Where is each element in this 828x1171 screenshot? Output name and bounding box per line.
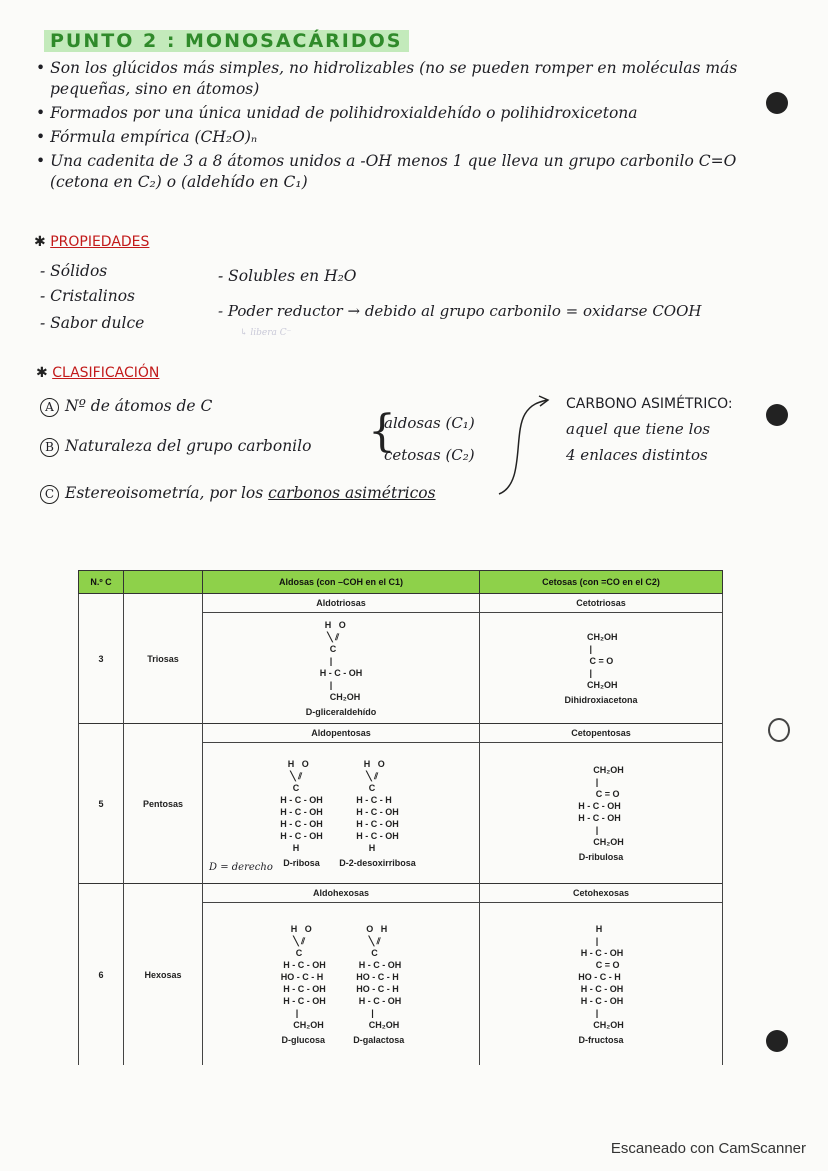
class-b-text: Naturaleza del grupo carbonilo: [65, 437, 312, 455]
col-header-cetosas: Cetosas (con =CO en el C2): [480, 571, 723, 594]
cell-class-name: Triosas: [124, 594, 203, 724]
bullet-formula: • Fórmula empírica (CH₂O)ₙ: [36, 128, 258, 146]
molecule-structure: H O ╲ ⫽ C H - C - OH H - C - OH H - C - OH H - C - OH H: [280, 759, 323, 853]
cell-keto-sub: Cetohexosas: [480, 884, 723, 903]
brace-aldosas: aldosas (C₁): [384, 414, 475, 432]
bullet-chain: • Una cadenita de 3 a 8 átomos unidos a -OH menos 1 que lleva un grupo carbonilo C=O (cetona en C₂) o (aldehído en C₁): [36, 152, 737, 191]
prop-reducer: - Poder reductor → debido al grupo carbonilo = oxidarse COOH: [218, 302, 702, 320]
class-a: [40, 397, 212, 417]
prop-solid: - Sólidos: [40, 262, 108, 280]
table-row: [79, 724, 723, 743]
molecule: [339, 758, 416, 868]
class-b: [40, 437, 311, 457]
class-c: [40, 484, 436, 504]
cell-keto-sub: Cetotriosas: [480, 594, 723, 613]
molecule-structure: H O ╲ ⫽ C H - C - OH HO - C - H H - C - OH H - C - OH | CH₂OH: [280, 924, 326, 1030]
brace-cetosas: cetosas (C₂): [384, 446, 475, 464]
intro-bullets: [36, 58, 796, 196]
table-header-row: [79, 571, 723, 594]
label-b-icon: B: [40, 438, 59, 457]
molecule-name: D-glucosa: [281, 1035, 325, 1045]
col-header-carbons: N.º C: [79, 571, 124, 594]
cell-keto-sub: Cetopentosas: [480, 724, 723, 743]
cell-aldo-sub: Aldotriosas: [203, 594, 480, 613]
molecule-name: Dihidroxiacetona: [564, 695, 638, 705]
class-a-text: Nº de átomos de C: [65, 397, 213, 415]
cell-aldo-sub: Aldohexosas: [203, 884, 480, 903]
molecule-structure: H | H - C - OH C = O HO - C - H H - C - OH H - C - OH | CH₂OH: [578, 924, 624, 1030]
cell-class-name: Pentosas: [124, 724, 203, 884]
handwritten-annotation: D = derecho: [209, 862, 273, 873]
brace-icon: {: [368, 406, 396, 457]
binder-hole-icon: [766, 404, 788, 426]
col-header-name: [124, 571, 203, 594]
bullet-definition: • Son los glúcidos más simples, no hidrolizables (no se pueden romper en moléculas más pequeñas, sino en átomos): [36, 59, 738, 98]
cell-carbons: 3: [79, 594, 124, 724]
molecule-structure: O H ╲ ⫽ C H - C - OH HO - C - H HO - C - H H - C - OH | CH₂OH: [356, 924, 402, 1030]
molecule-name: D-gliceraldehído: [305, 707, 377, 717]
molecule-name: D-fructosa: [578, 1035, 624, 1045]
prop-soluble: - Solubles en H₂O: [218, 267, 357, 285]
prop-note: ↳ libera C⁻: [240, 328, 292, 338]
molecule-name: D-ribulosa: [578, 852, 624, 862]
prop-crystal: - Cristalinos: [40, 287, 135, 305]
cell-keto-mols: [480, 743, 723, 884]
cell-aldo-mols: [203, 903, 480, 1066]
propiedades-title: PROPIEDADES: [50, 234, 150, 250]
molecule-structure: H O ╲ ⫽ C H - C - H H - C - OH H - C - OH H - C - OH H: [356, 759, 399, 853]
cell-aldo-mols: [203, 743, 480, 884]
molecule: [342, 923, 415, 1045]
cell-keto-mols: [480, 903, 723, 1066]
scanner-watermark: Escaneado con CamScanner: [610, 1140, 806, 1157]
cell-aldo-sub: Aldopentosas: [203, 724, 480, 743]
cell-carbons: 6: [79, 884, 124, 1066]
binder-hole-icon: [766, 92, 788, 114]
molecule-structure: CH₂OH | C = O | CH₂OH: [587, 632, 618, 690]
cell-aldo-mols: [203, 613, 480, 724]
asym-title: CARBONO ASIMÉTRICO:: [566, 396, 733, 412]
label-c-icon: C: [40, 485, 59, 504]
molecule-structure: CH₂OH | C = O H - C - OH H - C - OH | CH₂OH: [578, 765, 624, 847]
asterisk-icon: ✱: [34, 234, 46, 250]
binder-hole-icon: [766, 1030, 788, 1052]
bullet-formation: • Formados por una única unidad de polihidroxialdehído o polihidroxicetona: [36, 104, 638, 122]
asym-def-2: 4 enlaces distintos: [566, 446, 708, 464]
class-c-text: Estereoisometría, por los: [65, 484, 264, 502]
clasificacion-heading: [36, 365, 159, 381]
asterisk-icon: ✱: [36, 365, 48, 381]
cell-carbons: 5: [79, 724, 124, 884]
molecule-structure: H O ╲ ⫽ C | H - C - OH | CH₂OH: [319, 620, 363, 702]
binder-hole-icon: [768, 718, 790, 742]
propiedades-heading: [34, 234, 149, 250]
monosaccharide-table: [78, 570, 723, 1065]
molecule-name: D-ribosa: [283, 858, 320, 868]
table-row: [79, 884, 723, 903]
clasificacion-title: CLASIFICACIÓN: [52, 365, 160, 381]
col-header-aldosas: Aldosas (con –COH en el C1): [203, 571, 480, 594]
molecule-name: D-2-desoxirribosa: [339, 858, 416, 868]
label-a-icon: A: [40, 398, 59, 417]
molecule: [267, 923, 340, 1045]
arrow-connector-icon: [495, 394, 555, 498]
table-row: [79, 594, 723, 613]
molecule: [266, 758, 337, 868]
cell-keto-mols: [480, 613, 723, 724]
cell-class-name: Hexosas: [124, 884, 203, 1066]
asym-def-1: aquel que tiene los: [566, 420, 711, 438]
prop-sweet: - Sabor dulce: [40, 314, 145, 332]
class-c-link: carbonos asimétricos: [268, 484, 436, 502]
page-title: PUNTO 2 : MONOSACÁRIDOS: [44, 30, 409, 52]
molecule-name: D-galactosa: [353, 1035, 405, 1045]
